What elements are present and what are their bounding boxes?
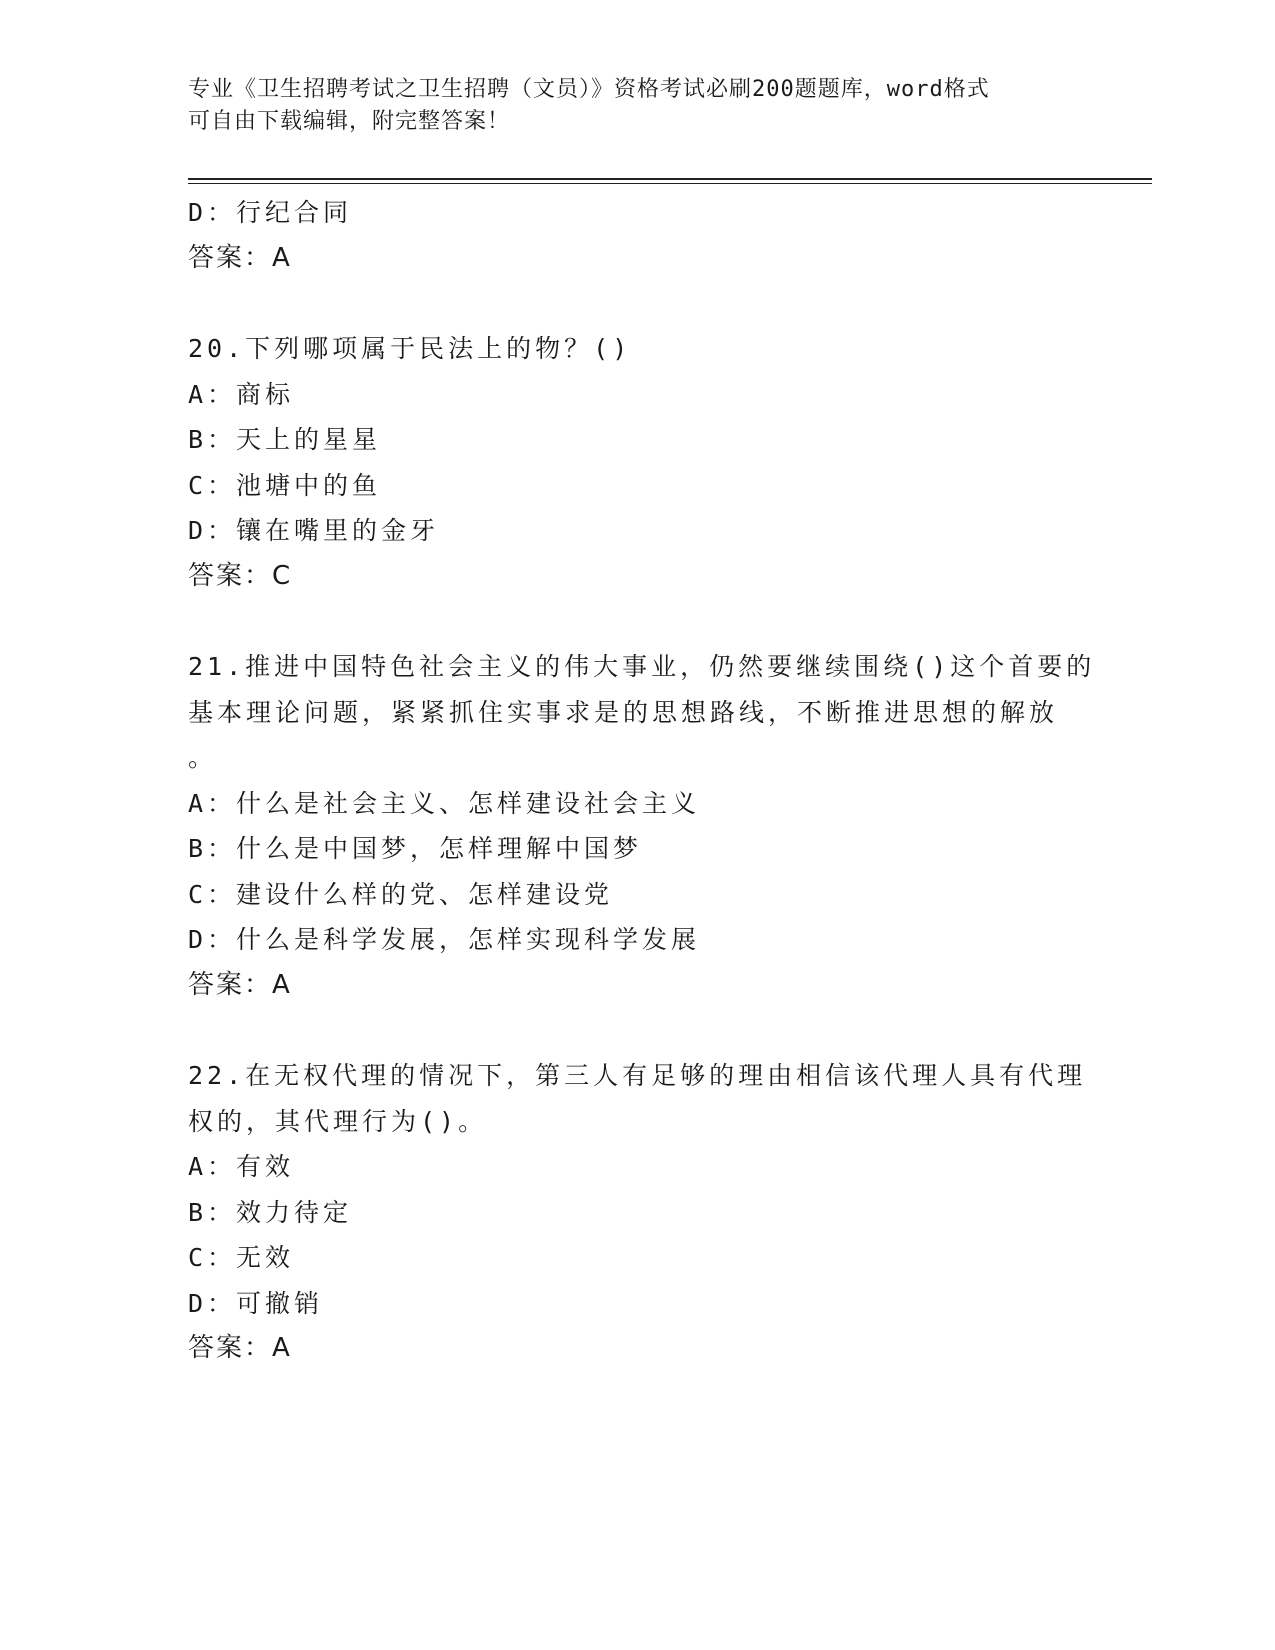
question-21 <box>188 644 1096 1008</box>
option-a: A：商标 <box>188 379 295 409</box>
spacer <box>188 1008 1088 1053</box>
header-line-2: 可自由下载编辑，附完整答案！ <box>188 109 511 134</box>
option-d: D：行纪合同 <box>188 198 353 227</box>
option-a: A：什么是社会主义、怎样建设社会主义 <box>188 788 701 818</box>
option-b: B：效力待定 <box>188 1197 353 1227</box>
question-22 <box>188 1053 1088 1372</box>
answer-line: 答案：A <box>188 1333 292 1363</box>
answer-line: 答案：C <box>188 560 293 591</box>
document-header <box>188 74 1068 138</box>
option-c: C：池塘中的鱼 <box>188 470 382 500</box>
option-b: B：天上的星星 <box>188 425 382 454</box>
stem-line: 权的，其代理行为()。 <box>188 1106 488 1136</box>
answer-line: 答案：A <box>188 969 292 1000</box>
option-c: C：建设什么样的党、怎样建设党 <box>188 879 614 909</box>
stem-line: 21.推进中国特色社会主义的伟大事业，仍然要继续围绕()这个首要的 <box>188 652 1096 681</box>
header-divider <box>188 178 1152 184</box>
question-stem <box>188 1053 1088 1144</box>
stem-line: 基本理论问题，紧紧抓住实事求是的思想路线，不断推进思想的解放 <box>188 697 1059 727</box>
spacer <box>188 599 1088 644</box>
question-stem <box>188 644 1096 781</box>
stem-line: 22.在无权代理的情况下，第三人有足够的理由相信该代理人具有代理 <box>188 1061 1087 1090</box>
question-stem <box>188 326 1088 372</box>
option-c: C：无效 <box>188 1243 295 1272</box>
question-19-tail <box>188 190 1088 281</box>
option-d: D：镶在嘴里的金牙 <box>188 516 440 545</box>
answer-line: 答案：A <box>188 242 292 273</box>
spacer <box>188 281 1088 326</box>
option-d: D：可撤销 <box>188 1288 324 1318</box>
question-20 <box>188 326 1088 599</box>
option-b: B：什么是中国梦，怎样理解中国梦 <box>188 834 643 863</box>
question-list <box>188 190 1096 1372</box>
option-a: A：有效 <box>188 1152 295 1181</box>
stem-line: 20.下列哪项属于民法上的物？() <box>188 334 632 363</box>
option-d: D：什么是科学发展，怎样实现科学发展 <box>188 925 701 954</box>
stem-line: 。 <box>188 743 218 772</box>
header-line-1: 专业《卫生招聘考试之卫生招聘（文员）》资格考试必刷200题题库，word格式 <box>188 77 990 102</box>
